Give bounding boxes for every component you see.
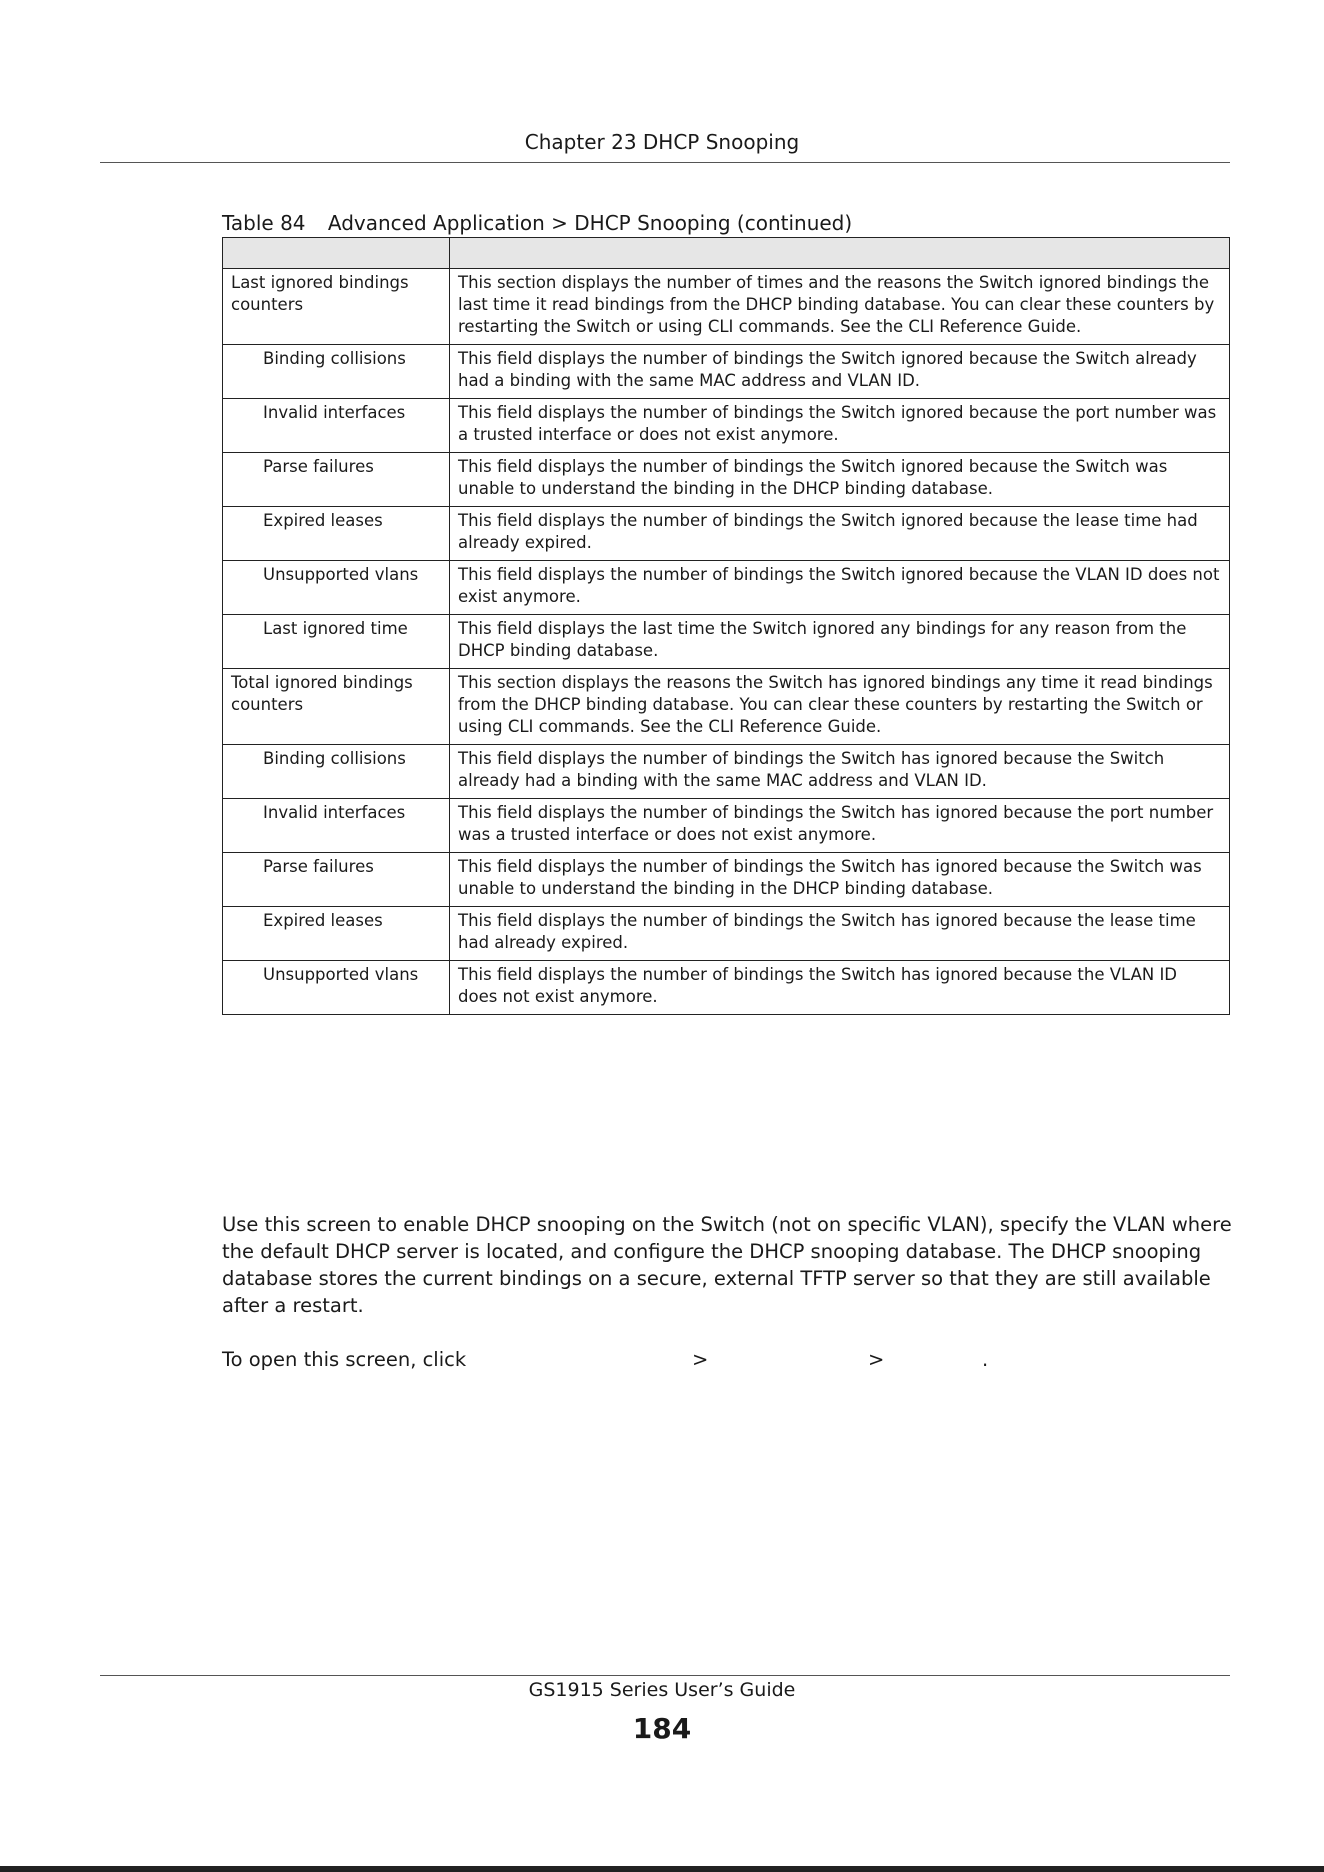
- field-label: Expired leases: [223, 907, 450, 961]
- chapter-title: Chapter 23 DHCP Snooping: [524, 130, 800, 154]
- table-header-cell-label: [223, 238, 450, 269]
- table-row: [223, 453, 1230, 507]
- field-label: Invalid interfaces: [223, 399, 450, 453]
- navigation-end-period: .: [982, 1348, 989, 1371]
- navigation-instruction: [222, 1348, 1222, 1375]
- field-description: This field displays the number of bindings the Switch has ignored because the lease time had already expired.: [450, 907, 1230, 961]
- field-description: This section displays the number of times and the reasons the Switch ignored bindings the last time it read bindings from the DHCP binding database. You can clear these counters by restarting the Switch or using CLI commands. See the CLI Reference Guide.: [450, 269, 1230, 345]
- table-row: [223, 561, 1230, 615]
- field-description: This section displays the reasons the Switch has ignored bindings any time it read bindings from the DHCP binding database. You can clear these counters by restarting the Switch or using CLI commands. See the CLI Reference Guide.: [450, 669, 1230, 745]
- field-description: This field displays the number of bindings the Switch ignored because the VLAN ID does not exist anymore.: [450, 561, 1230, 615]
- navigation-prefix: To open this screen, click: [222, 1348, 467, 1371]
- field-label: Total ignored bindings counters: [223, 669, 450, 745]
- table-row: [223, 269, 1230, 345]
- field-label: Last ignored time: [223, 615, 450, 669]
- field-label: Last ignored bindings counters: [223, 269, 450, 345]
- header-rule: [100, 162, 1230, 163]
- field-description: This field displays the number of bindings the Switch has ignored because the VLAN ID does not exist anymore.: [450, 961, 1230, 1015]
- field-description: This field displays the number of bindings the Switch ignored because the lease time had already expired.: [450, 507, 1230, 561]
- field-label: Unsupported vlans: [223, 961, 450, 1015]
- table-caption-text: Advanced Application > DHCP Snooping (continued): [327, 211, 853, 235]
- navigation-separator: >: [692, 1348, 709, 1371]
- page-number: 184: [632, 1712, 692, 1745]
- table-row: [223, 745, 1230, 799]
- bottom-edge-strip: [0, 1866, 1324, 1872]
- field-description: This field displays the number of bindings the Switch ignored because the Switch already had a binding with the same MAC address and VLAN ID.: [450, 345, 1230, 399]
- footer-rule: [100, 1675, 1230, 1676]
- table-row: [223, 961, 1230, 1015]
- guide-title: GS1915 Series User’s Guide: [528, 1679, 796, 1701]
- field-description: This field displays the number of bindings the Switch has ignored because the Switch was unable to understand the binding in the DHCP binding database.: [450, 853, 1230, 907]
- table-row: [223, 345, 1230, 399]
- field-label: Parse failures: [223, 453, 450, 507]
- field-label: Binding collisions: [223, 345, 450, 399]
- field-description: This field displays the number of bindings the Switch has ignored because the Switch already had a binding with the same MAC address and VLAN ID.: [450, 745, 1230, 799]
- field-description: This field displays the number of bindings the Switch has ignored because the port number was a trusted interface or does not exist anymore.: [450, 799, 1230, 853]
- table-caption-number: Table 84: [222, 211, 306, 235]
- table-header-cell-description: [450, 238, 1230, 269]
- intro-paragraph: Use this screen to enable DHCP snooping on the Switch (not on specific VLAN), specify the VLAN where the default DHCP server is located, and configure the DHCP snooping database. The DHCP snooping database stores the current bindings on a secure, external TFTP server so that they are still available after a restart.: [222, 1213, 1232, 1317]
- table-caption: [222, 211, 852, 235]
- dhcp-snooping-field-table: [222, 237, 1230, 1015]
- field-label: Expired leases: [223, 507, 450, 561]
- table-row: [223, 507, 1230, 561]
- table-header-row: [223, 238, 1230, 269]
- field-description: This field displays the number of bindings the Switch ignored because the Switch was unable to understand the binding in the DHCP binding database.: [450, 453, 1230, 507]
- field-description: This field displays the last time the Switch ignored any bindings for any reason from the DHCP binding database.: [450, 615, 1230, 669]
- table-row: [223, 615, 1230, 669]
- table-row: [223, 399, 1230, 453]
- field-label: Invalid interfaces: [223, 799, 450, 853]
- table-row: [223, 853, 1230, 907]
- field-label: Unsupported vlans: [223, 561, 450, 615]
- field-description: This field displays the number of bindings the Switch ignored because the port number was a trusted interface or does not exist anymore.: [450, 399, 1230, 453]
- field-label: Parse failures: [223, 853, 450, 907]
- table-row: [223, 799, 1230, 853]
- table-row: [223, 907, 1230, 961]
- table-row: [223, 669, 1230, 745]
- field-label: Binding collisions: [223, 745, 450, 799]
- navigation-separator: >: [868, 1348, 885, 1371]
